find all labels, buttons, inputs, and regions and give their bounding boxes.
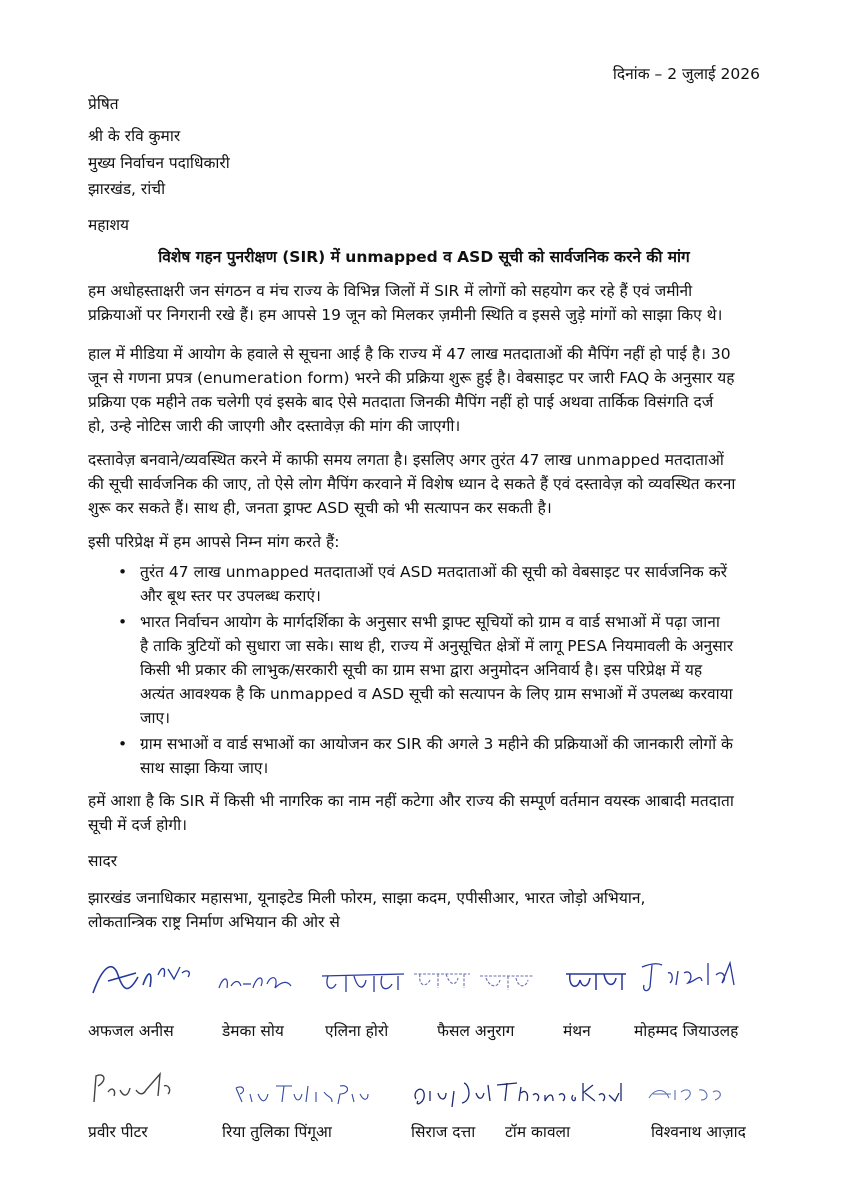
signature-faisal-anurag xyxy=(410,962,540,998)
organizations xyxy=(88,886,760,934)
addressee-designation: मुख्य निर्वाचन पदाधिकारी xyxy=(88,154,230,172)
demand-item xyxy=(88,610,760,730)
paragraph-line: हो, उन्हे नोटिस जारी की जाएगी और दस्तावेज़ की मांग की जाएगी। xyxy=(88,417,461,435)
signature-manthan xyxy=(562,962,632,998)
demand-line: भारत निर्वाचन आयोग के मार्गदर्शिका के अनुसार सभी ड्राफ्ट सूचियों को ग्राम व वार्ड सभाओं में पढ़ा जाना xyxy=(140,613,720,631)
demand-line: किसी भी प्रकार की लाभुक/सरकारी सूची का ग्राम सभा द्वारा अनुमोदन अनिवार्य है। इस परिप्रेक्ष में यह xyxy=(140,661,703,679)
signatory-name: फैसल अनुराग xyxy=(437,1022,515,1040)
signatory-name: विश्वनाथ आज़ाद xyxy=(651,1123,746,1141)
addressee-place: झारखंड, रांची xyxy=(88,180,166,198)
signatory-name: टॉम कावला xyxy=(505,1123,571,1141)
bullet-icon: • xyxy=(118,613,128,631)
closing-paragraph xyxy=(88,789,760,837)
signature-thomas-kavala xyxy=(493,1075,628,1111)
paragraph-line: हाल में मीडिया में आयोग के हवाले से सूचना आई है कि राज्य में 47 लाख मतदाताओं की मैपिंग नहीं हो पाई है। 30 xyxy=(88,345,731,363)
signatory-name: डेमका सोय xyxy=(222,1022,284,1040)
bullet-icon: • xyxy=(118,563,128,581)
demand-item xyxy=(88,560,760,608)
demands-list xyxy=(88,560,760,782)
organizations-line: लोकतान्त्रिक राष्ट्र निर्माण अभियान की ओर से xyxy=(88,913,340,931)
paragraph-line: सूची में दर्ज होगी। xyxy=(88,816,187,834)
paragraph-2 xyxy=(88,342,760,438)
signature-jiyaullah xyxy=(638,955,748,999)
paragraph-line: प्रक्रिया एक महीने तक चलेगी एवं इसके बाद ऐसे मतदाता जिनकी मैपिंग नहीं हो पाई अथवा तार्किक विसंगति दर्ज xyxy=(88,393,714,411)
sign-off: सादर xyxy=(88,852,118,870)
letter-date: दिनांक – 2 जुलाई 2026 xyxy=(612,65,760,83)
demand-line: ग्राम सभाओं व वार्ड सभाओं का आयोजन कर SIR की अगले 3 महीने की प्रक्रियाओं की जानकारी लोगों के xyxy=(140,735,733,753)
paragraph-1 xyxy=(88,279,760,327)
demand-item xyxy=(88,732,760,780)
demand-line: तुरंत 47 लाख unmapped मतदाताओं एवं ASD मतदाताओं की सूची को वेबसाइट पर सार्वजनिक करें xyxy=(140,563,727,581)
subject-line: विशेष गहन पुनरीक्षण (SIR) में unmapped व ASD सूची को सार्वजनिक करने की मांग xyxy=(158,248,690,266)
paragraph-line: हमें आशा है कि SIR में किसी भी नागरिक का नाम नहीं कटेगा और राज्य की सम्पूर्ण वर्तमान वयस्क आबादी मतदाता xyxy=(88,792,734,810)
paragraph-line: शुरू कर सकते हैं। साथ ही, जनता ड्राफ्ट ASD सूची को भी सत्यापन कर सकती है। xyxy=(88,499,552,517)
demand-line: और बूथ स्तर पर उपलब्ध कराएं। xyxy=(140,587,321,605)
demand-line: साथ साझा किया जाए। xyxy=(140,759,269,777)
signature-afzal-anis xyxy=(88,955,198,1005)
paragraph-line: की सूची सार्वजनिक की जाए, तो ऐसे लोग मैपिंग करवाने में विशेष ध्यान दे सकते हैं एवं दस्तावेज़ को व्यवस्थित करना xyxy=(88,475,736,493)
paragraph-4 xyxy=(88,530,760,554)
to-label: प्रेषित xyxy=(88,95,119,113)
signature-praveer-peter xyxy=(88,1068,178,1112)
demand-line: जाए। xyxy=(140,709,170,727)
salutation: महाशय xyxy=(88,216,130,234)
signature-elina-horo xyxy=(318,962,408,1002)
paragraph-line: दस्तावेज़ बनवाने/व्यवस्थित करने में काफी समय लगता है। इसलिए अगर तुरंत 47 लाख unmapped मतदाताओं xyxy=(88,451,724,469)
signature-demka-soy xyxy=(215,962,295,1002)
bullet-icon: • xyxy=(118,735,128,753)
signature-riya-tulika-pingua xyxy=(232,1078,372,1112)
signatory-name: रिया तुलिका पिंगूआ xyxy=(222,1123,332,1141)
paragraph-3 xyxy=(88,448,760,520)
addressee-name: श्री के रवि कुमार xyxy=(88,127,181,145)
paragraph-line: जून से गणना प्रपत्र (enumeration form) भरने की प्रक्रिया शुरू हुई है। वेबसाइट पर जारी FAQ के अनुसार यह xyxy=(88,369,735,387)
signature-vishwanath-aazad xyxy=(645,1078,730,1110)
demand-line: अत्यंत आवश्यक है कि unmapped व ASD सूची को सत्यापन के लिए ग्राम सभाओं में उपलब्ध करवाया xyxy=(140,685,733,703)
signatory-name: एलिना होरो xyxy=(325,1022,389,1040)
organizations-line: झारखंड जनाधिकार महासभा, यूनाइटेड मिली फोरम, साझा कदम, एपीसीआर, भारत जोड़ो अभियान, xyxy=(88,889,646,907)
paragraph-line: इसी परिप्रेक्ष में हम आपसे निम्न मांग करते हैं: xyxy=(88,533,340,551)
demand-line: है ताकि त्रुटियों को सुधारा जा सके। साथ ही, राज्य में अनुसूचित क्षेत्रों में लागू PESA नियमावली के अनुसार xyxy=(140,637,734,655)
signatory-name: अफजल अनीस xyxy=(88,1022,174,1040)
paragraph-line: प्रक्रियाओं पर निगरानी रखे हैं। हम आपसे 19 जून को मिलकर ज़मीनी स्थिति व इससे जुड़े मांगों को साझा किए थे। xyxy=(88,306,723,324)
signatory-name: सिराज दत्ता xyxy=(411,1123,476,1141)
signatory-name: प्रवीर पीटर xyxy=(88,1123,148,1141)
signatory-name: मंथन xyxy=(563,1022,591,1040)
signatory-name: मोहम्मद जियाउलह xyxy=(634,1022,739,1040)
paragraph-line: हम अधोहस्ताक्षरी जन संगठन व मंच राज्य के विभिन्न जिलों में SIR में लोगों को सहयोग कर रहे हैं एवं जमीनी xyxy=(88,282,693,300)
signature-siraj-dutta xyxy=(410,1075,498,1111)
